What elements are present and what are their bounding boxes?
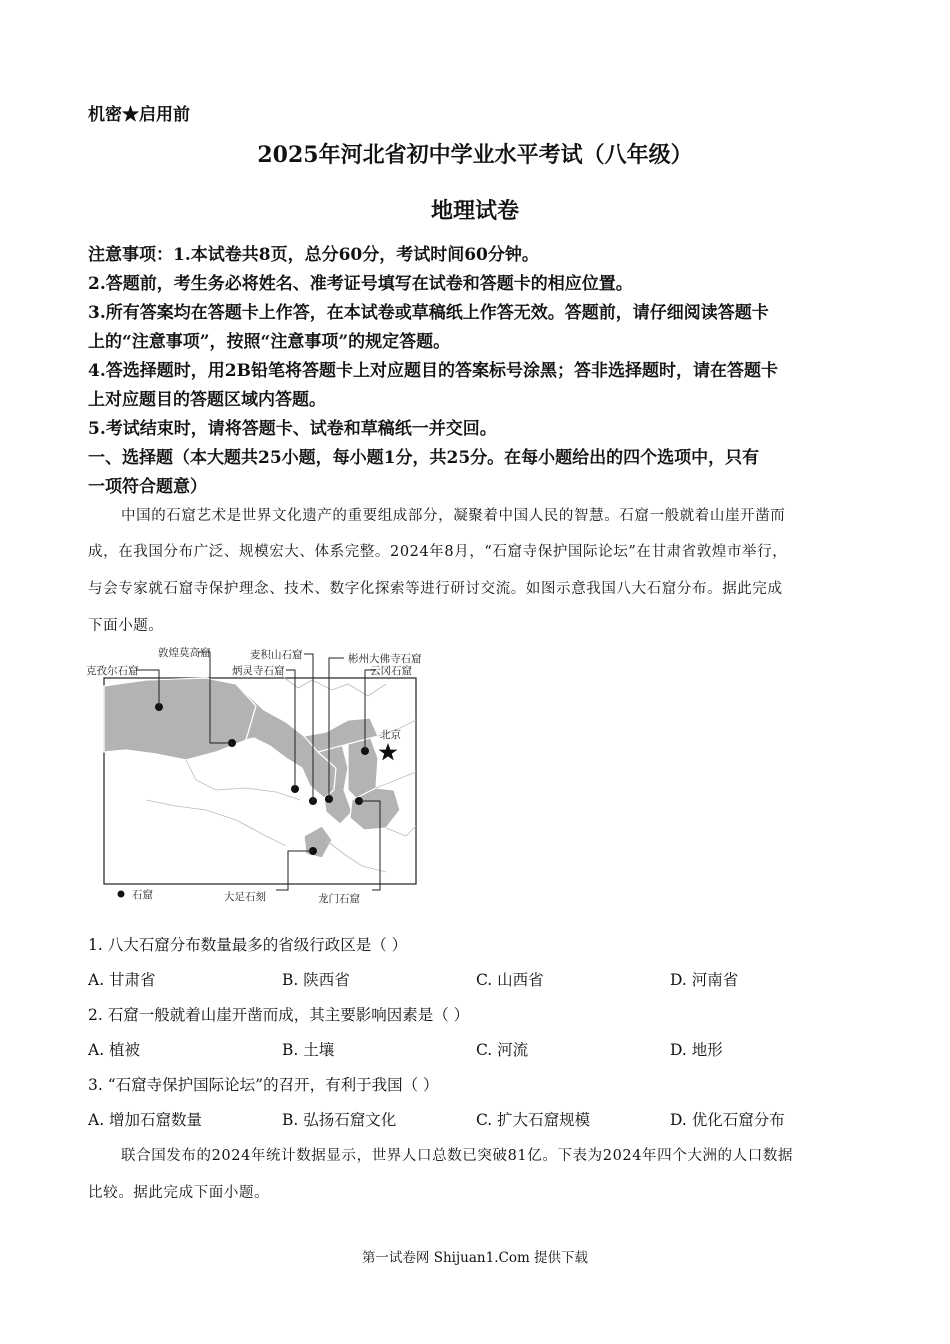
grotto-map [86, 640, 446, 908]
exam-subtitle: 地理试卷 [430, 198, 519, 224]
notice-line-6: 上对应题目的答题区域内答题。 [88, 390, 326, 410]
passage1-line-3: 与会专家就石窟寺保护理念、技术、数字化探索等进行研讨交流。如图示意我国八大石窟分布。据此完成 [88, 581, 783, 597]
q3-option-b[interactable]: B. 弘扬石窟文化 [282, 1111, 397, 1129]
question-2-stem: 2. 石窟一般就着山崖开凿而成，其主要影响因素是（ ） [88, 1006, 470, 1024]
notice-line-4: 上的“注意事项”，按照“注意事项”的规定答题。 [88, 332, 451, 352]
passage1-line-2: 成，在我国分布广泛、规模宏大、体系完整。2024年8月，“石窟寺保护国际论坛”在甘肃省敦煌市举行， [88, 544, 788, 560]
region-xinjiang [104, 678, 256, 760]
passage1-line-1: 中国的石窟艺术是世界文化遗产的重要组成部分，凝聚着中国人民的智慧。石窟一般就着山崖开凿而 [121, 508, 786, 524]
q2-option-a[interactable]: A. 植被 [88, 1041, 141, 1059]
label-binglingsi: 炳灵寺石窟 [232, 665, 285, 677]
passage2-line-1: 联合国发布的2024年统计数据显示，世界人口总数已突破81亿。下表为2024年四个大洲的人口数据 [121, 1148, 794, 1164]
beijing-star [379, 743, 398, 760]
q1-option-b[interactable]: B. 陕西省 [282, 971, 350, 989]
q1-option-a[interactable]: A. 甘肃省 [88, 971, 156, 989]
q3-option-c[interactable]: C. 扩大石窟规模 [476, 1111, 591, 1129]
notice-line-7: 5.考试结束时，请将答题卡、试卷和草稿纸一并交回。 [88, 419, 497, 439]
passage2-line-2: 比较。据此完成下面小题。 [88, 1185, 270, 1201]
q2-option-c[interactable]: C. 河流 [476, 1041, 529, 1059]
shaded-regions [104, 678, 400, 858]
notice-line-3: 3.所有答案均在答题卡上作答，在本试卷或草稿纸上作答无效。答题前，请仔细阅读答题卡 [88, 303, 769, 323]
label-dazu: 大足石刻 [224, 891, 266, 903]
q2-option-b[interactable]: B. 土壤 [282, 1041, 335, 1059]
label-longmen: 龙门石窟 [318, 893, 360, 905]
region-chongqing [304, 826, 332, 858]
notice-line-2: 2.答题前，考生务必将姓名、准考证号填写在试卷和答题卡的相应位置。 [88, 274, 633, 294]
confidential-mark: 机密★启用前 [88, 105, 190, 125]
question-3-stem: 3. “石窟寺保护国际论坛”的召开，有利于我国（ ） [88, 1076, 439, 1094]
notice-line-1: 注意事项：1.本试卷共8页，总分60分，考试时间60分钟。 [88, 245, 539, 265]
q3-option-a[interactable]: A. 增加石窟数量 [88, 1111, 203, 1129]
section-heading-line-1: 一、选择题（本大题共25小题，每小题1分，共25分。在每小题给出的四个选项中，只有 [88, 448, 760, 468]
label-dunhuang: 敦煌莫高窟 [158, 647, 211, 659]
q3-option-d[interactable]: D. 优化石窟分布 [670, 1111, 785, 1129]
label-beijing: 北京 [380, 729, 401, 741]
q2-option-d[interactable]: D. 地形 [670, 1041, 723, 1059]
label-binzhou: 彬州大佛寺石窟 [348, 653, 422, 665]
notice-line-5: 4.答选择题时，用2B铅笔将答题卡上对应题目的答案标号涂黑；答非选择题时，请在答题卡 [88, 361, 778, 381]
section-heading-line-2: 一项符合题意） [88, 477, 207, 497]
label-maijishan: 麦积山石窟 [250, 649, 303, 661]
passage1-line-4: 下面小题。 [88, 618, 164, 634]
page-footer: 第一试卷网 Shijuan1.Com 提供下载 [361, 1250, 589, 1266]
q1-option-c[interactable]: C. 山西省 [476, 971, 544, 989]
label-yungang: 云冈石窟 [370, 665, 412, 677]
legend-label: 石窟 [132, 889, 153, 901]
label-kizil: 克孜尔石窟 [86, 665, 139, 677]
q1-option-d[interactable]: D. 河南省 [670, 971, 739, 989]
exam-title: 2025年河北省初中学业水平考试（八年级） [257, 142, 693, 168]
legend-dot [118, 891, 125, 898]
question-1-stem: 1. 八大石窟分布数量最多的省级行政区是（ ） [88, 936, 408, 954]
